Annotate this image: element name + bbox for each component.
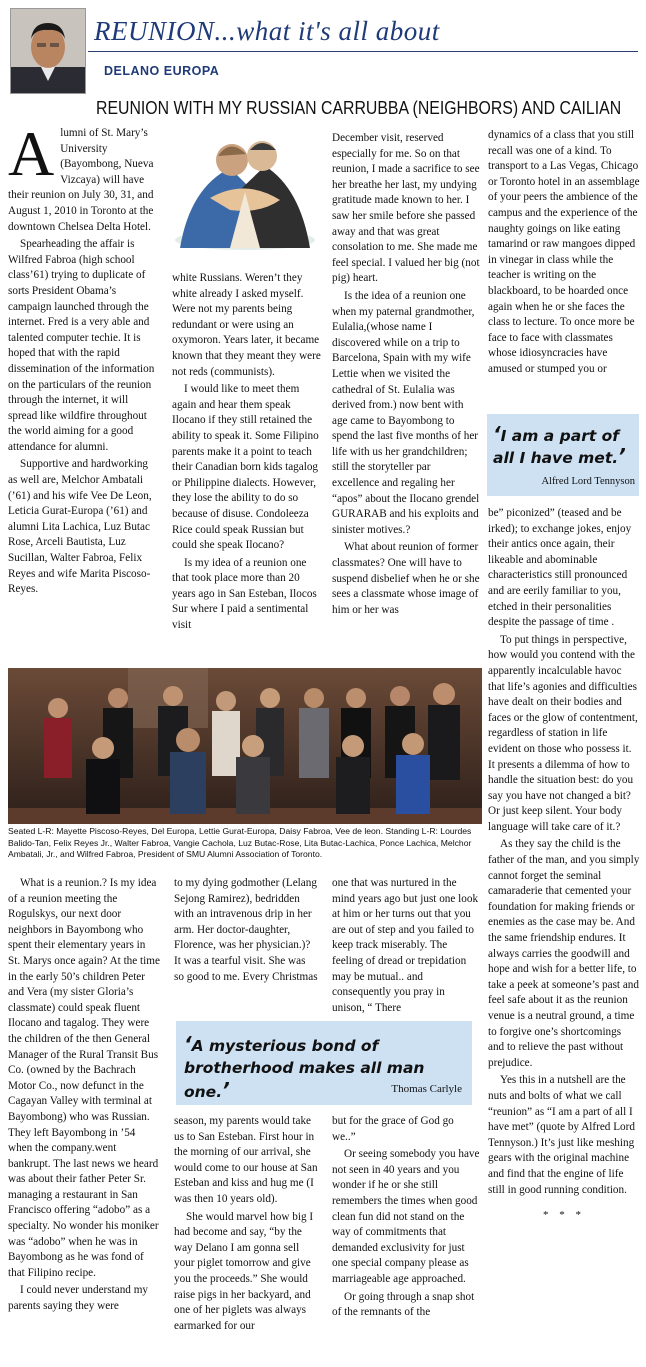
paragraph: Alumni of St. Mary’s University (Bayombong, Nueva Vizcaya) will have their reunion on July 30, 31, and August 1, 2010 in Toronto at the downtown Chelsea Delta Hotel.: [8, 118, 154, 233]
column-4-top: [488, 128, 640, 380]
paragraph: to my dying godmother (Lelang Sejong Ramirez), bedridden with an intravenous drip in her arm. Her doctor-daughter, Florence, was her physician.)? It was a tearful visit. She was so good to me. Every Christmas: [174, 877, 318, 983]
paragraph: What about reunion of former classmates? One will have to suspend disbelief when he or she sees a classmate whose image of him or her was: [332, 541, 480, 616]
hug-illustration: [170, 128, 320, 252]
paragraph: Is my idea of a reunion one that took place more than 20 years ago in San Esteban, Ilocos Sur where I paid a sentimental visit: [172, 556, 317, 632]
column-1-top: [8, 118, 160, 600]
paragraph: dynamics of a class that you still recall was one of a kind. To transport to a Las Vegas, Chicago or Toronto hotel in an assemblage of your peers the ambience of the campus and the experience of the naughty goings on like eating tamarind or raw mangoes dipped in vinegar in class while the teacher is writing on the blackboard, to be hoarded once again when he or she faces the class to lecture. To once more be face to face with classmates whose idiosyncracies have amused or stumped you or: [488, 129, 640, 375]
paragraph: To put things in perspective, how would you contend with the apparently incalculable havoc that life’s agonies and difficulties have dealt on their bodies and faces or the glow of contentment, regardless of station in life evident on those who possess it. It presents a dilemma of how to handle the situation best: do you say you have not changed a bit? Or just keep silent. Your body language will take care of it.?: [488, 633, 638, 833]
paragraph: Yes this in a nutshell are the nuts and bolts of what we call “reunion” as “I am a part of all I have met” (quote by Alfred Lord Tennyson.) It’s just like meshing gears with the original machine and find that the engine of life still in good running condition.: [488, 1074, 635, 1196]
open-quote-mark: ‘: [184, 1032, 192, 1056]
group-photo-image: [8, 668, 482, 824]
column-4-bottom: [488, 506, 640, 1224]
pull-quote-attribution: Thomas Carlyle: [391, 1083, 462, 1095]
close-quote-mark: ’: [222, 1078, 230, 1102]
column-2-top: [172, 271, 322, 636]
column-2-bottom-lower: [174, 1114, 318, 1336]
title-rule: [88, 51, 638, 52]
pull-quote-carlyle: [176, 1021, 472, 1105]
photo-caption: Seated L-R: Mayette Piscoso-Reyes, Del Europa, Lettie Gurat-Europa, Daisy Fabroa, Vee de leon. Standing L-R: Lourdes Balido-Tan, Felix Reyes Jr., Walter Fabroa, Vangie Cachola, Luz Butac-Rose, Lita Butac-Lachica, Ponce Lachica, Melchor Ambatali, Jr., and Wilfred Fabroa, President of SMU Alumni Association of Toronto.: [8, 826, 472, 859]
column-3-top: [332, 131, 480, 620]
end-mark: * * *: [543, 1209, 585, 1222]
paragraph: I could never understand my parents saying they were: [8, 1284, 148, 1313]
paragraph: white Russians. Weren’t they white already I asked myself. Were not my parents being redundant or were using an oxymoron. Years later, it became known that they meant they were not reds (communists).: [172, 272, 321, 378]
paragraph: As they say the child is the father of the man, and you simply cannot forget the seminal camaraderie that cemented your foundation for making friends or enemies as the case may be. And the same friendship endures. It always carries the goodwill and hope and wish for a better life, to take a peek at someone’s past and feel safe about it as the reunion venue is a neutral ground, a time to forgive one’s shortcomings and to relieve the past without prejudice.: [488, 838, 640, 1069]
column-3-bottom-lower: [332, 1114, 480, 1323]
paragraph: I would like to meet them again and hear them speak Ilocano if they still retained the ability to speak it. Some Filipino parents make it a point to teach their Canadian born kids tagalog or Philippine dialects. However, they lose the ability to do so because of disuse. Condoleeza Rice could speak Russian but could she speak Ilocano?: [172, 383, 319, 552]
paragraph: What is a reunion.? Is my idea of a reunion meeting the Rogulskys, our next door neighbors in Bayombong who spent their elementary years in St. Marys once again? At the time in the early 50’s children Peter and Vera (my sister Gloria’s classmate) could speak fluent Ilocano and tagalog. They were the children of the then General Manager of the Rural Transit Bus Co. (owned by the Bachrach Motor Co., now defunct in the Cagayan Valley with terminal at Bayombong) who was Russian. They left Bayombong in ’54 when the company.went bankrupt. The last news we heard was about their father Peter Sr. managing a restaurant in San Francisco offering “adobo” as a specialty. No wonder his moniker was “adobo” when he was in Bayombong as he was fond of that Filipino recipe.: [8, 877, 160, 1279]
author-byline: DELANO EUROPA: [104, 64, 220, 78]
group-photo: [8, 668, 482, 824]
paragraph: Supportive and hardworking as well are, Melchor Ambatali (’61) and his wife Vee De Leon, Leticia Gurat-Europa (’61) and alumni Lita Lachica, Luz Butac Rose, Arceli Bautista, Luz Sucillan, Walter Fabroa, Felix Reyes and wife Marita Piscoso-Reyes.: [8, 458, 152, 596]
column-2-bottom-upper: [174, 876, 318, 987]
paragraph: Or seeing somebody you have not seen in 40 years and you wonder if he or she still remembers the times when good clean fun did not stand on the way of commitments that demanded exclusivity for just one special company please as marriageable age approached.: [332, 1148, 480, 1285]
pull-quote-tennyson: [487, 414, 639, 496]
article-subtitle: REUNION WITH MY RUSSIAN CARRUBBA (NEIGHBORS) AND CAILIAN: [96, 98, 622, 118]
paragraph: Or going through a snap shot of the remnants of the: [332, 1290, 475, 1319]
page-title: REUNION...what it's all about: [94, 16, 440, 46]
paragraph: season, my parents would take us to San Esteban. First hour in the morning of our arrival, she would come to our house at San Esteban and kiss and hug me (I was then 10 years old).: [174, 1115, 318, 1205]
paragraph: one that was nurtured in the mind years ago but just one look at him or her turns out that you are out of step and you failed to keep track miserably. The feeling of dread or trepidation may be mutual.. and consequently you pray in unison, “ There: [332, 877, 479, 1014]
paragraph: but for the grace of God go we..”: [332, 1115, 454, 1143]
pull-quote-text: ‘A mysterious bond of brotherhood makes all man one.’: [184, 1032, 425, 1102]
close-quote-mark: ’: [618, 444, 626, 468]
paragraph: She would marvel how big I had become and say, “by the way Delano I am gonna sell your piglet tomorrow and give you the proceeds.” She would raise pigs in her backyard, and one of her piglets was always earmarked for our: [174, 1210, 314, 1332]
open-quote-mark: ‘: [493, 422, 501, 446]
paragraph: Is the idea of a reunion one when my paternal grandmother, Eulalia,(whose name I discovered while on a trip to Barcelona, Spain with my wife Lettie when we visited the cathedral of St. Eulalia was derived from.) now bent with age came to Bayombong to spend the last five months of her life with us her grandchildren; still the storyteller par excellence and regaling her “apos” about the Ilocano grendel GURARAB and his exploits and sinister motives.?: [332, 289, 480, 536]
pull-quote-attribution: Alfred Lord Tennyson: [541, 476, 635, 487]
column-1-bottom: [8, 876, 160, 1317]
hug-illustration-image: [170, 128, 320, 252]
author-portrait-image: [11, 9, 85, 93]
paragraph: Spearheading the affair is Wilfred Fabroa (high school class’61) trying to duplicate of sorts President Obama’s campaign launched through the internet. Fred is a very able and talented computer techie. It is hoped that with the rapid dissemination of the information on the particulars of the reunion through the internet, it will spread like wildfire throughout the world aiming for a good attendance for alumni.: [8, 238, 155, 453]
pull-quote-text: ‘I am a part of all I have met.’: [493, 422, 626, 468]
author-portrait: [10, 8, 86, 94]
drop-cap: A: [8, 118, 55, 189]
paragraph: December visit, reserved especially for me. So on that reunion, I made a sacrifice to see her breathe her last, my undying gratitude made known to her. I saw her smile before she passed away and that was great consolation to me. She made me feel special. I valued her big (not pig) heart.: [332, 132, 480, 285]
column-3-bottom-upper: [332, 876, 480, 1018]
paragraph: be” piconized” (teased and be irked); to exchange jokes, enjoy their antics once again, their likeable and abominable characteristics still pronounced and are eerily familiar to you, etched in their personalities despite the passage of time .: [488, 507, 632, 629]
